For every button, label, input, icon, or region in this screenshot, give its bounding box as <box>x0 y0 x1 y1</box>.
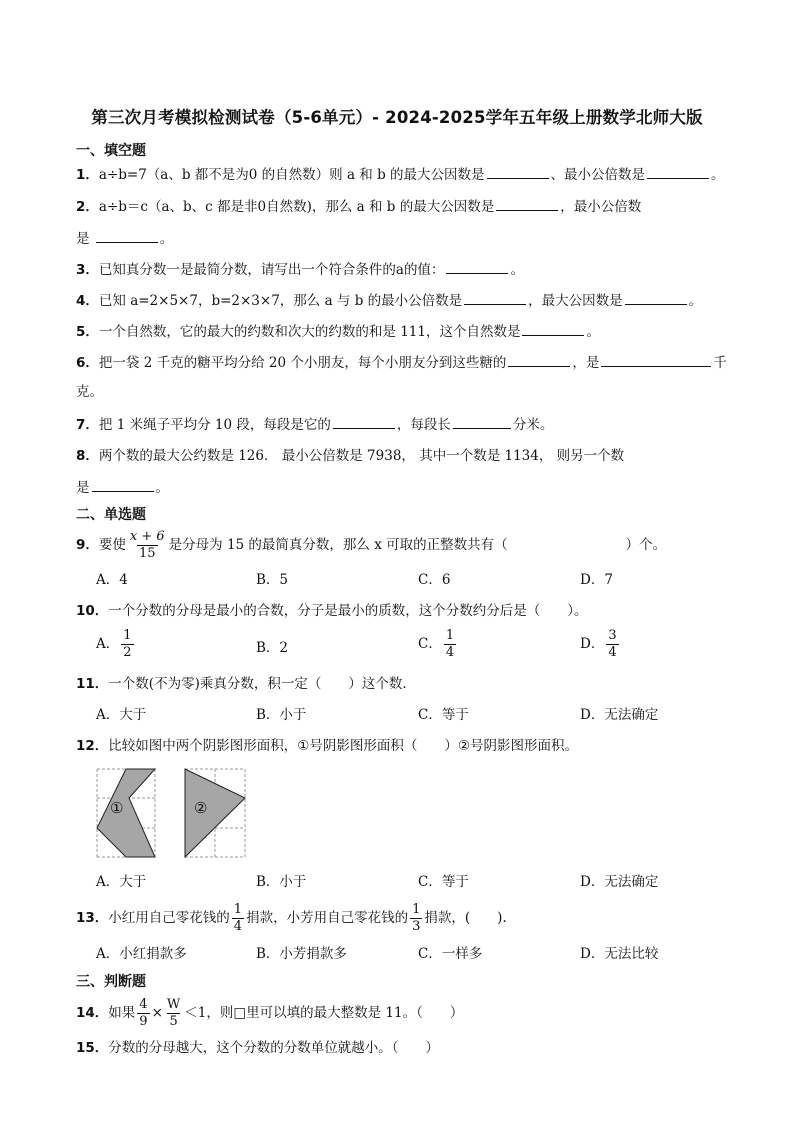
answer-blank[interactable] <box>96 228 158 243</box>
shaded-shape-one <box>97 769 155 857</box>
option-c[interactable]: C．6 <box>418 572 451 588</box>
question-text: 是分母为 15 的最简真分数，那么 x 可取的正整数共有（ <box>168 537 508 553</box>
question-number: 12． <box>76 738 109 754</box>
question-text: 比较如图中两个阴影图形面积， <box>108 738 298 754</box>
answer-blank[interactable] <box>496 196 558 211</box>
answer-blank[interactable] <box>464 290 526 305</box>
question-number: 15． <box>76 1040 109 1056</box>
shape-label-two: ② <box>194 799 208 817</box>
option-d[interactable]: D．无法比较 <box>580 946 659 962</box>
question-text: ，最大公因数是 <box>528 293 623 309</box>
option-a[interactable]: A．大于 <box>96 707 147 723</box>
question-6-cont <box>76 382 103 402</box>
denominator: 3 <box>412 919 421 934</box>
answer-blank[interactable] <box>446 259 508 274</box>
numerator: 3 <box>608 628 617 643</box>
option-d[interactable]: D．无法确定 <box>580 874 659 890</box>
question-text: 、最小公倍数是 <box>550 167 646 183</box>
option-a[interactable]: A．4 <box>96 572 128 588</box>
fraction <box>232 902 244 935</box>
question-text: 。 <box>510 262 524 278</box>
answer-blank[interactable] <box>625 290 687 305</box>
question-5 <box>76 321 600 342</box>
option-b[interactable]: B．小于 <box>256 874 307 890</box>
question-4 <box>76 290 702 311</box>
option-label: D． <box>580 636 605 652</box>
answer-blank[interactable] <box>508 352 570 367</box>
fraction <box>165 997 182 1030</box>
answer-blank[interactable] <box>333 414 395 429</box>
numerator: 4 <box>139 997 148 1012</box>
question-8-cont <box>76 477 169 498</box>
question-number: 3． <box>76 262 99 278</box>
numerator: x + 6 <box>129 529 165 544</box>
option-c[interactable]: C．等于 <box>418 707 469 723</box>
question-8 <box>76 446 624 466</box>
question-number: 7． <box>76 417 99 433</box>
question-12 <box>76 736 578 756</box>
question-text: ，是 <box>572 355 600 371</box>
option-b[interactable]: B．2 <box>256 640 289 656</box>
question-text: 一个自然数，它的最大的约数和次大的约数的和是 111，这个自然数是 <box>98 324 521 340</box>
fraction <box>137 997 149 1030</box>
option-b[interactable]: B．小于 <box>256 707 307 723</box>
question-number: 6． <box>76 355 99 371</box>
question-text: 是 <box>76 480 90 496</box>
question-text: 分米。 <box>512 417 554 433</box>
question-text: 要使 <box>98 537 126 553</box>
option-d[interactable]: D．7 <box>580 572 613 588</box>
section-heading-true-false: 三、判断题 <box>76 974 146 990</box>
question-text: ，最小公倍数 <box>560 199 642 215</box>
shaded-shapes-grid-figure <box>96 768 248 860</box>
answer-blank[interactable] <box>92 477 154 492</box>
answer-blank[interactable] <box>647 164 709 179</box>
question-text: ＜1，则□里可以填的最大整数是 11。（ ） <box>184 1005 464 1021</box>
question-text: a÷b=7（a、b 都不是为0 的自然数）则 a 和 b 的最大公因数是 <box>98 167 485 183</box>
question-13 <box>76 902 507 935</box>
question-number: 11． <box>76 676 109 692</box>
option-b[interactable]: B．5 <box>256 572 289 588</box>
question-number: 13． <box>76 910 109 926</box>
question-number: 9． <box>76 537 99 553</box>
circled-one: ① <box>297 738 310 754</box>
question-2-cont <box>76 228 173 249</box>
question-text: 如果 <box>108 1005 136 1021</box>
question-number: 2． <box>76 199 99 215</box>
question-text: 一个数(不为零)乘真分数，积一定（ ）这个数． <box>108 676 416 692</box>
question-number: 14． <box>76 1005 109 1021</box>
question-text: 。 <box>711 167 725 183</box>
question-text: 。 <box>586 324 600 340</box>
fraction <box>121 628 133 661</box>
question-2 <box>76 196 641 217</box>
section-heading-single-choice: 二、单选题 <box>76 507 146 523</box>
numerator: 1 <box>233 902 243 917</box>
question-text: ，每段长 <box>396 417 451 433</box>
question-text: 一个分数的分母是最小的合数，分子是最小的质数，这个分数约分后是（ ）。 <box>108 603 588 619</box>
question-text: 已知真分数一是最简分数，请写出一个符合条件的a的值： <box>98 262 445 278</box>
option-a[interactable]: A．小红捐款多 <box>96 946 187 962</box>
denominator: 4 <box>233 919 243 934</box>
denominator: 4 <box>608 645 617 660</box>
denominator: 4 <box>445 645 455 660</box>
option-c[interactable]: C．等于 <box>418 874 469 890</box>
question-text: 小红用自己零花钱的 <box>108 910 230 926</box>
option-b[interactable]: B．小芳捐款多 <box>256 946 347 962</box>
question-text: 号阴影图形面积（ ） <box>309 738 458 754</box>
denominator: 5 <box>169 1014 178 1029</box>
question-text: 。 <box>159 231 174 247</box>
times-sign: × <box>151 1005 163 1021</box>
denominator: 15 <box>139 546 156 561</box>
numerator: 1 <box>123 628 132 643</box>
question-number: 4． <box>76 293 99 309</box>
question-text: 千 <box>713 355 727 371</box>
question-text: 两个数的最大公约数是 126． 最小公倍数是 7938， 其中一个数是 1134， 则另一个数 <box>98 448 625 464</box>
question-6 <box>76 352 727 373</box>
question-text: 克。 <box>76 384 103 400</box>
shape-label-one: ① <box>110 799 124 817</box>
question-11 <box>76 674 416 694</box>
denominator: 2 <box>123 645 132 660</box>
option-c[interactable]: C．一样多 <box>418 946 483 962</box>
question-7 <box>76 414 553 435</box>
option-a[interactable] <box>96 628 136 661</box>
question-text: 已知 a=2×5×7，b=2×3×7，那么 a 与 b 的最小公倍数是 <box>98 293 463 309</box>
question-text: 捐款，小芳用自己零花钱的 <box>246 910 409 926</box>
question-text: 分数的分母越大，这个分数的分数单位就越小。（ ） <box>108 1040 440 1056</box>
option-d[interactable] <box>580 628 621 661</box>
fraction <box>444 628 456 661</box>
question-text: 捐款，( ). <box>424 910 507 926</box>
option-c[interactable] <box>418 628 458 661</box>
question-number: 10． <box>76 603 109 619</box>
numerator: 1 <box>412 902 421 917</box>
option-label: C． <box>418 636 442 652</box>
question-3 <box>76 259 524 280</box>
denominator: 9 <box>139 1014 148 1029</box>
question-14 <box>76 997 463 1030</box>
circled-two: ② <box>457 738 471 754</box>
numerator: 1 <box>445 628 455 643</box>
question-10 <box>76 601 588 621</box>
question-text: 号阴影图形面积。 <box>470 738 579 754</box>
option-label: A． <box>96 636 120 652</box>
answer-blank[interactable] <box>601 352 711 367</box>
question-number: 8． <box>76 448 99 464</box>
question-text: 把一袋 2 千克的糖平均分给 20 个小朋友，每个小朋友分到这些糖的 <box>98 355 507 371</box>
question-text: ）个。 <box>625 537 667 553</box>
question-1 <box>76 164 725 185</box>
section-heading-fill-in: 一、填空题 <box>76 143 146 159</box>
question-15 <box>76 1038 439 1058</box>
question-number: 1． <box>76 167 99 183</box>
option-d[interactable]: D．无法确定 <box>580 707 659 723</box>
fraction <box>606 628 618 661</box>
question-text: 把 1 米绳子平均分 10 段，每段是它的 <box>98 417 331 433</box>
numerator: W <box>166 997 181 1012</box>
question-text: 是 <box>76 231 90 247</box>
question-text: a÷b＝c（a、b、c 都是非0自然数)，那么 a 和 b 的最大公因数是 <box>98 199 495 215</box>
answer-blank[interactable] <box>453 414 511 429</box>
question-9 <box>76 529 666 562</box>
answer-blank[interactable] <box>487 164 549 179</box>
fraction <box>410 902 422 935</box>
question-number: 5． <box>76 324 99 340</box>
question-text: 。 <box>155 480 169 496</box>
page-title: 第三次月考模拟检测试卷（5-6单元）- 2024-2025学年五年级上册数学北师大版 <box>91 108 703 127</box>
fraction <box>128 529 167 562</box>
option-a[interactable]: A．大于 <box>96 874 147 890</box>
answer-blank[interactable] <box>522 321 584 336</box>
question-text: 。 <box>688 293 703 309</box>
